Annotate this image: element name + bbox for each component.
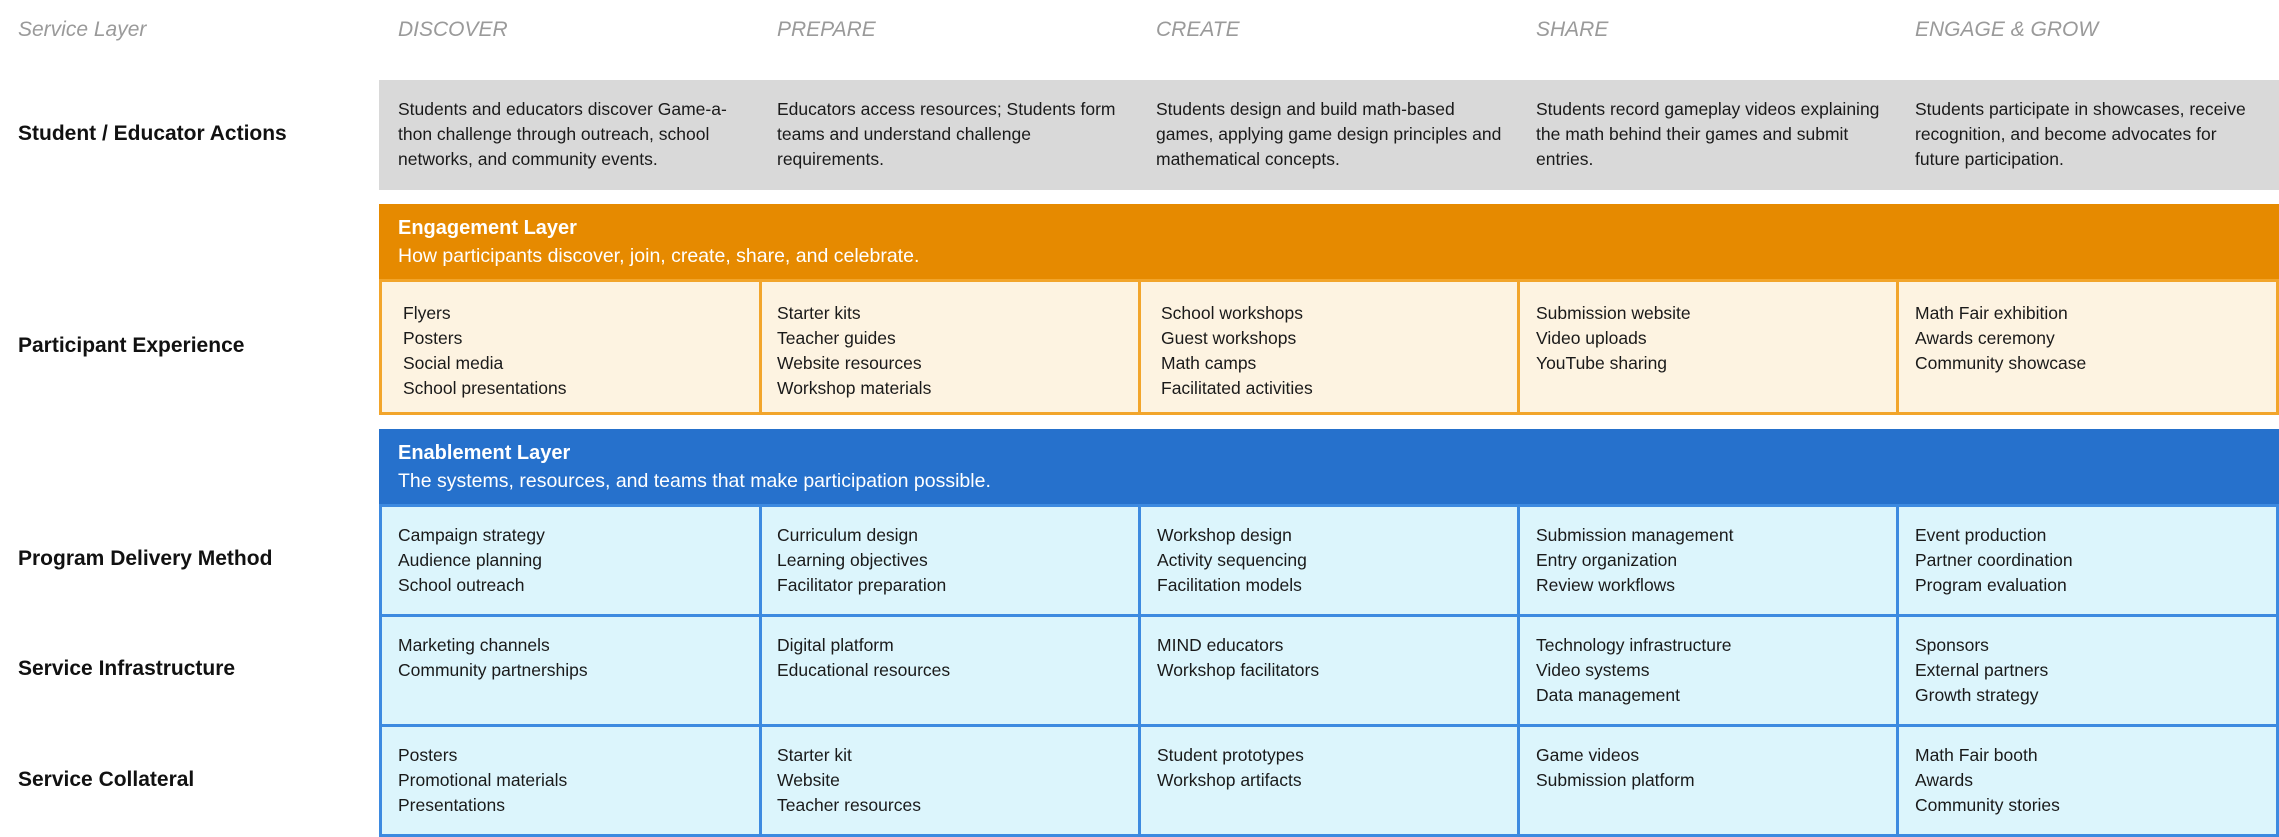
column-header-prepare: PREPARE — [777, 18, 876, 41]
list-item: Game videos — [1536, 745, 1640, 765]
infrastructure-cell-discover — [379, 614, 762, 727]
row-label-service-infrastructure: Service Infrastructure — [18, 657, 236, 680]
service-layer-header: Service Layer — [18, 18, 147, 41]
action-text-create: Students design and build math-based games, applying game design principles and mathematical concepts. — [1156, 99, 1502, 169]
collateral-cell-create — [1138, 724, 1521, 837]
list-item: Awards ceremony — [1915, 328, 2055, 348]
list-item: Campaign strategy — [398, 525, 545, 545]
list-item: Data management — [1536, 685, 1680, 705]
list-item: Workshop facilitators — [1157, 660, 1320, 680]
row-label-service-collateral: Service Collateral — [18, 768, 195, 791]
delivery-cell-create — [1138, 504, 1521, 617]
column-header-engage-grow: ENGAGE & GROW — [1915, 18, 2099, 41]
participant-cell-create — [1138, 279, 1521, 415]
delivery-cell-discover — [379, 504, 762, 617]
list-item: Posters — [398, 745, 458, 765]
list-item: Starter kit — [777, 745, 852, 765]
list-item: Starter kits — [777, 303, 861, 323]
list-item: Video systems — [1536, 660, 1650, 680]
delivery-cell-engage-grow — [1896, 504, 2279, 617]
participant-cell-discover — [379, 279, 762, 415]
list-item: Website resources — [777, 353, 922, 373]
list-item: School outreach — [398, 575, 525, 595]
list-item: MIND educators — [1157, 635, 1284, 655]
list-item: Curriculum design — [777, 525, 919, 545]
list-item: Workshop artifacts — [1157, 770, 1302, 790]
list-item: Community partnerships — [398, 660, 588, 680]
list-item: Growth strategy — [1915, 685, 2039, 705]
list-item: Workshop materials — [777, 378, 932, 398]
engagement-layer-header — [379, 204, 2279, 279]
infrastructure-cell-share — [1517, 614, 1900, 727]
list-item: Facilitator preparation — [777, 575, 947, 595]
collateral-cell-prepare — [759, 724, 1142, 837]
list-item: Entry organization — [1536, 550, 1678, 570]
row-label-participant-experience: Participant Experience — [18, 334, 245, 357]
participant-cell-share — [1517, 279, 1900, 415]
action-text-share: Students record gameplay videos explaining the math behind their games and submit entries. — [1536, 99, 1880, 169]
list-item: Partner coordination — [1915, 550, 2073, 570]
action-text-engage-grow: Students participate in showcases, receive recognition, and become advocates for future participation. — [1915, 99, 2246, 169]
list-item: Promotional materials — [398, 770, 568, 790]
list-item: Submission website — [1536, 303, 1691, 323]
list-item: Math Fair booth — [1915, 745, 2038, 765]
delivery-cell-share — [1517, 504, 1900, 617]
infrastructure-cell-engage-grow — [1896, 614, 2279, 727]
collateral-cell-engage-grow — [1896, 724, 2279, 837]
list-item: Flyers — [403, 303, 451, 323]
list-item: Social media — [403, 353, 504, 373]
list-item: Event production — [1915, 525, 2047, 545]
list-item: School presentations — [403, 378, 567, 398]
list-item: Digital platform — [777, 635, 894, 655]
enablement-layer-header — [379, 429, 2279, 504]
list-item: Submission management — [1536, 525, 1734, 545]
action-text-prepare: Educators access resources; Students form teams and understand challenge requirements. — [777, 99, 1116, 169]
list-item: Facilitated activities — [1161, 378, 1313, 398]
engagement-layer-title: Engagement Layer — [398, 217, 577, 239]
list-item: Workshop design — [1157, 525, 1292, 545]
participant-cell-prepare — [759, 279, 1142, 415]
list-item: Sponsors — [1915, 635, 1989, 655]
list-item: Community stories — [1915, 795, 2060, 815]
list-item: Presentations — [398, 795, 506, 815]
list-item: Awards — [1915, 770, 1974, 790]
action-text-discover: Students and educators discover Game-a-thon challenge through outreach, school networks, and community events. — [398, 99, 727, 169]
row-label-program-delivery: Program Delivery Method — [18, 547, 273, 570]
list-item: Facilitation models — [1157, 575, 1302, 595]
list-item: External partners — [1915, 660, 2049, 680]
column-header-share: SHARE — [1536, 18, 1609, 41]
list-item: Audience planning — [398, 550, 543, 570]
list-item: Community showcase — [1915, 353, 2087, 373]
list-item: Submission platform — [1536, 770, 1695, 790]
list-item: Program evaluation — [1915, 575, 2067, 595]
list-item: Educational resources — [777, 660, 951, 680]
list-item: Video uploads — [1536, 328, 1647, 348]
list-item: Math camps — [1161, 353, 1257, 373]
column-header-create: CREATE — [1156, 18, 1240, 41]
list-item: Technology infrastructure — [1536, 635, 1732, 655]
collateral-cell-discover — [379, 724, 762, 837]
infrastructure-cell-create — [1138, 614, 1521, 727]
enablement-layer-subtitle: The systems, resources, and teams that make participation possible. — [398, 470, 991, 492]
list-item: Marketing channels — [398, 635, 550, 655]
participant-cell-engage-grow — [1896, 279, 2279, 415]
list-item: Teacher resources — [777, 795, 921, 815]
list-item: Posters — [403, 328, 463, 348]
list-item: YouTube sharing — [1536, 353, 1668, 373]
list-item: Teacher guides — [777, 328, 896, 348]
row-label-actions: Student / Educator Actions — [18, 122, 287, 145]
collateral-cell-share — [1517, 724, 1900, 837]
list-item: Website — [777, 770, 840, 790]
list-item: Student prototypes — [1157, 745, 1304, 765]
engagement-layer-subtitle: How participants discover, join, create, share, and celebrate. — [398, 245, 920, 267]
column-header-discover: DISCOVER — [398, 18, 508, 41]
list-item: Learning objectives — [777, 550, 928, 570]
list-item: Activity sequencing — [1157, 550, 1307, 570]
list-item: Review workflows — [1536, 575, 1676, 595]
list-item: Math Fair exhibition — [1915, 303, 2068, 323]
enablement-layer-title: Enablement Layer — [398, 442, 571, 464]
list-item: School workshops — [1161, 303, 1304, 323]
list-item: Guest workshops — [1161, 328, 1297, 348]
infrastructure-cell-prepare — [759, 614, 1142, 727]
delivery-cell-prepare — [759, 504, 1142, 617]
